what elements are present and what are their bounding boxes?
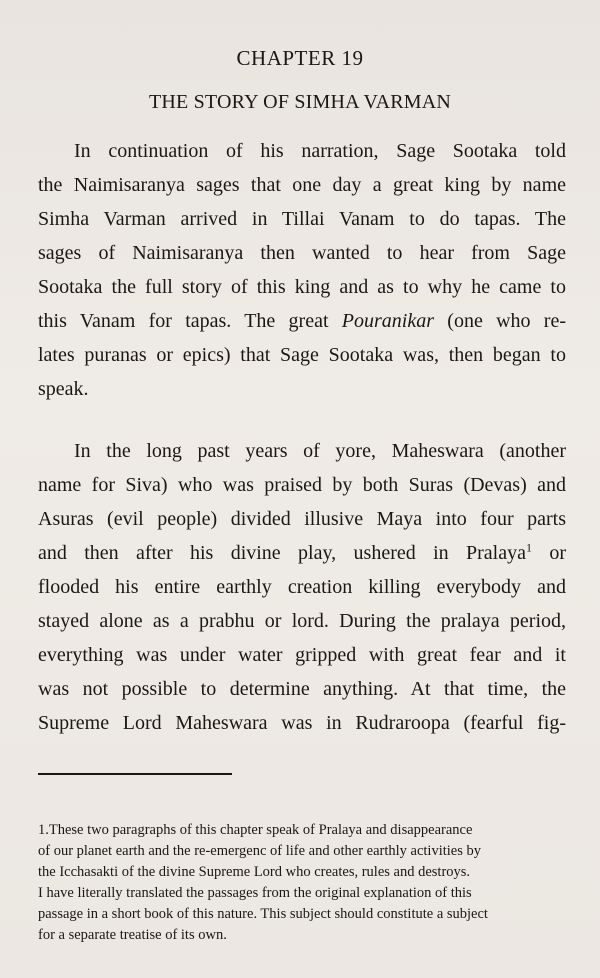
text-line: speak. <box>38 378 89 400</box>
text-line: flooded his entire earthly creation killing everybody and <box>38 576 566 598</box>
paragraph-1 <box>38 134 566 406</box>
footnote-line: for a separate treatise of its own. <box>38 927 227 943</box>
footnote-line: 1.These two paragraphs of this chapter speak of Pralaya and disappearance <box>38 822 473 838</box>
chapter-heading: CHAPTER 19 <box>236 46 364 70</box>
text-line: lates puranas or epics) that Sage Sootaka was, then began to <box>38 344 566 366</box>
text-line: was not possible to determine anything. At that time, the <box>38 678 566 700</box>
text-line: sages of Naimisaranya then wanted to hear from Sage <box>38 242 566 264</box>
footnote-line: of our planet earth and the re-emergenc of life and other earthly activities by <box>38 843 482 859</box>
footnote-divider <box>38 773 232 775</box>
text-line: Supreme Lord Maheswara was in Rudraroopa (fearful fig- <box>38 712 566 734</box>
text-line: name for Siva) who was praised by both Suras (Devas) and <box>38 474 566 496</box>
text-fragment: (one who re- <box>447 310 566 332</box>
text-fragment: and then after his divine play, ushered in Pralaya <box>38 542 526 564</box>
footnote <box>38 820 566 946</box>
text-fragment: or <box>549 542 566 564</box>
story-title: THE STORY OF SIMHA VARMAN <box>148 91 452 113</box>
text-line: Asuras (evil people) divided illusive Maya into four parts <box>38 508 566 530</box>
paragraph-2 <box>38 434 566 740</box>
italic-term: Pouranikar <box>341 310 435 332</box>
text-line: In the long past years of yore, Maheswara (another <box>74 440 566 462</box>
footnote-line: the Icchasakti of the divine Supreme Lord who creates, rules and destroys. <box>38 864 471 880</box>
text-line: In continuation of his narration, Sage Sootaka told <box>74 140 566 162</box>
footnote-line: I have literally translated the passages from the original explanation of this <box>38 885 472 901</box>
text-line: stayed alone as a prabhu or lord. During the pralaya period, <box>38 610 566 632</box>
text-line: Sootaka the full story of this king and as to why he came to <box>38 276 566 298</box>
footnote-line: passage in a short book of this nature. This subject should constitute a subject <box>38 906 488 922</box>
text-line <box>38 304 566 338</box>
text-line <box>38 536 566 570</box>
text-line: everything was under water gripped with great fear and it <box>38 644 566 666</box>
text-line: Simha Varman arrived in Tillai Vanam to do tapas. The <box>38 208 566 230</box>
footnote-marker: 1 <box>525 540 532 555</box>
text-line: the Naimisaranya sages that one day a great king by name <box>38 174 566 196</box>
text-fragment: this Vanam for tapas. The great <box>38 310 329 332</box>
